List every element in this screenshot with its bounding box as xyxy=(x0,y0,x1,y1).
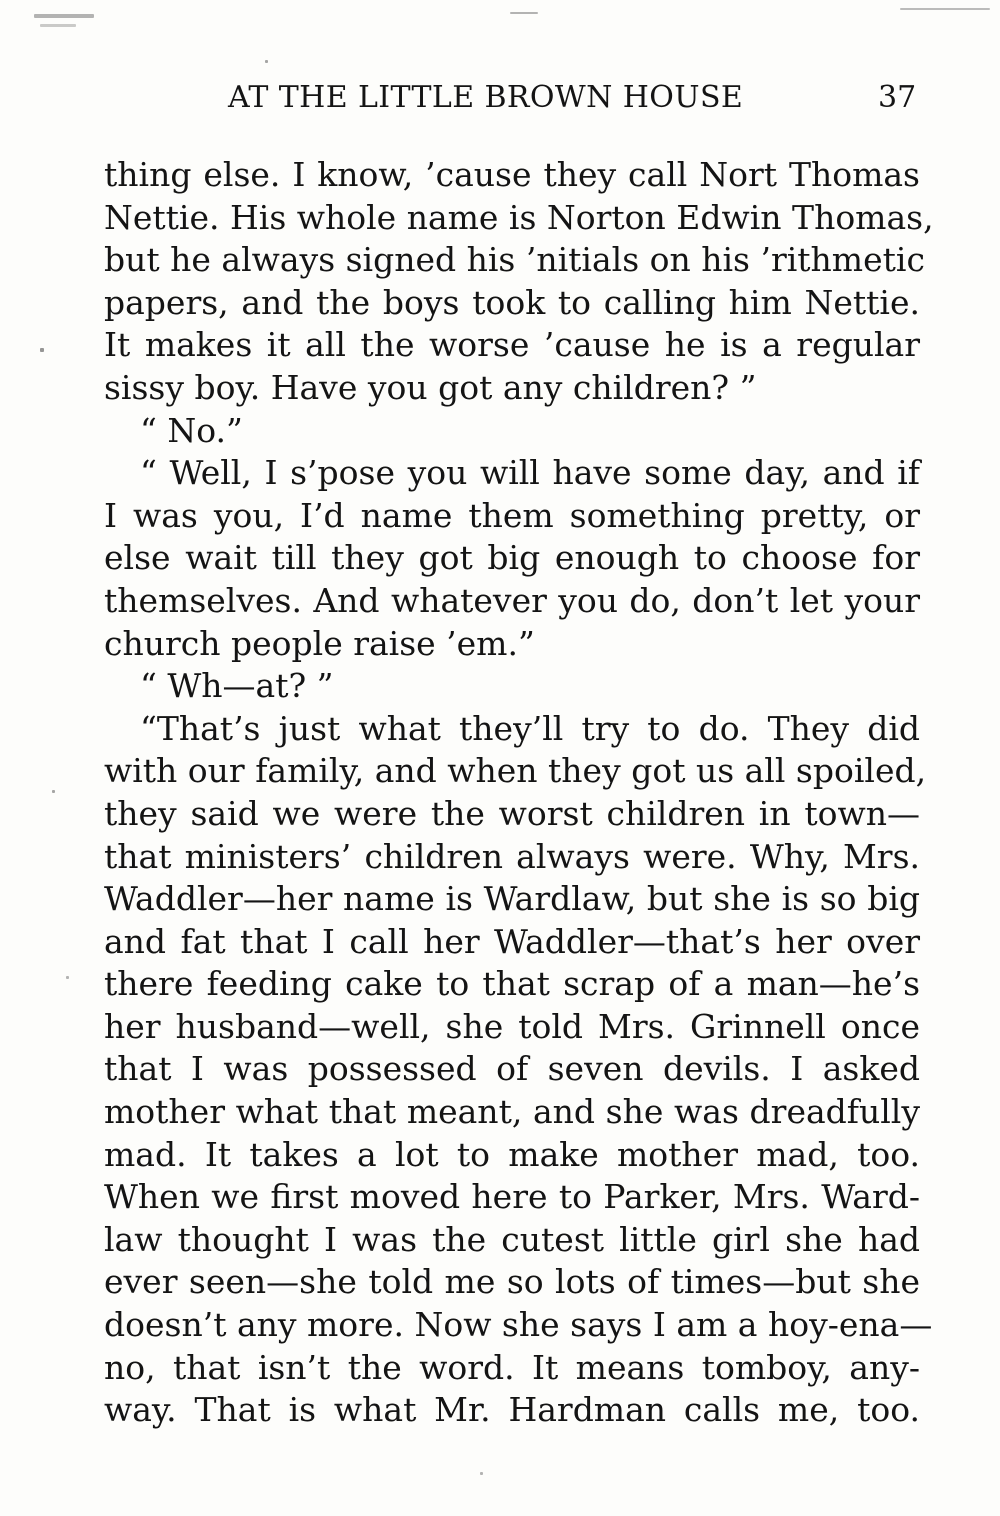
text-line: “ Well, I s’pose you will have some day, and if xyxy=(140,453,920,493)
text-line: mother what that meant, and she was dreadfully xyxy=(104,1092,920,1132)
text-line: themselves. And whatever you do, don’t let your xyxy=(104,580,920,620)
body-text xyxy=(104,154,934,1432)
scan-speck xyxy=(265,60,268,63)
text-line: papers, and the boys took to calling him Nettie. xyxy=(104,282,920,322)
text-line: Nettie. His whole name is Norton Edwin Thomas, xyxy=(104,197,934,237)
scan-speck xyxy=(40,24,76,27)
text-line: no, that isn’t the word. It means tomboy, any- xyxy=(104,1347,920,1387)
text-line: thing else. I know, ’cause they call Nort Thomas xyxy=(104,155,920,194)
text-line: else wait till they got big enough to choose for xyxy=(104,538,920,578)
scan-speck xyxy=(480,1472,483,1475)
text-line: doesn’t any more. Now she says I am a hoy-ena— xyxy=(104,1305,933,1345)
scan-speck xyxy=(510,12,538,14)
text-line: and fat that I call her Waddler—that’s her over xyxy=(104,921,920,961)
running-title: AT THE LITTLE BROWN HOUSE xyxy=(228,80,744,115)
text-line: there feeding cake to that scrap of a man—he’s xyxy=(104,964,920,1004)
text-line: When we first moved here to Parker, Mrs. Ward- xyxy=(104,1177,920,1217)
text-line: church people raise ’em.” xyxy=(104,623,535,663)
scan-speck xyxy=(66,976,69,979)
scan-speck xyxy=(900,8,990,10)
text-line: that ministers’ children always were. Why, Mrs. xyxy=(104,836,920,876)
text-line: that I was possessed of seven devils. I asked xyxy=(104,1049,920,1089)
text-line: “ Wh—at? ” xyxy=(140,666,334,706)
text-line: “ No.” xyxy=(140,410,243,450)
text-line: sissy boy. Have you got any children? ” xyxy=(104,367,757,407)
text-line: way. That is what Mr. Hardman calls me, too. xyxy=(104,1390,920,1430)
text-line: her husband—well, she told Mrs. Grinnell once xyxy=(104,1006,920,1046)
text-line: “That’s just what they’ll try to do. They did xyxy=(140,708,920,748)
text-line: law thought I was the cutest little girl she had xyxy=(104,1219,920,1259)
text-line: ever seen—she told me so lots of times—but she xyxy=(104,1262,920,1302)
text-line: but he always signed his ’nitials on his ’rithmetic xyxy=(104,240,925,280)
text-line: with our family, and when they got us all spoiled, xyxy=(104,751,927,791)
text-line: I was you, I’d name them something pretty, or xyxy=(104,495,920,535)
page-number: 37 xyxy=(878,80,917,115)
scan-speck xyxy=(52,790,55,793)
text-line: Waddler—her name is Wardlaw, but she is so big xyxy=(104,879,920,919)
page-header xyxy=(0,80,1000,128)
scan-speck xyxy=(34,14,94,18)
text-line: mad. It takes a lot to make mother mad, too. xyxy=(104,1134,920,1174)
scan-speck xyxy=(40,348,44,352)
text-line: It makes it all the worse ’cause he is a regular xyxy=(104,325,920,365)
text-line: they said we were the worst children in town— xyxy=(104,793,920,833)
